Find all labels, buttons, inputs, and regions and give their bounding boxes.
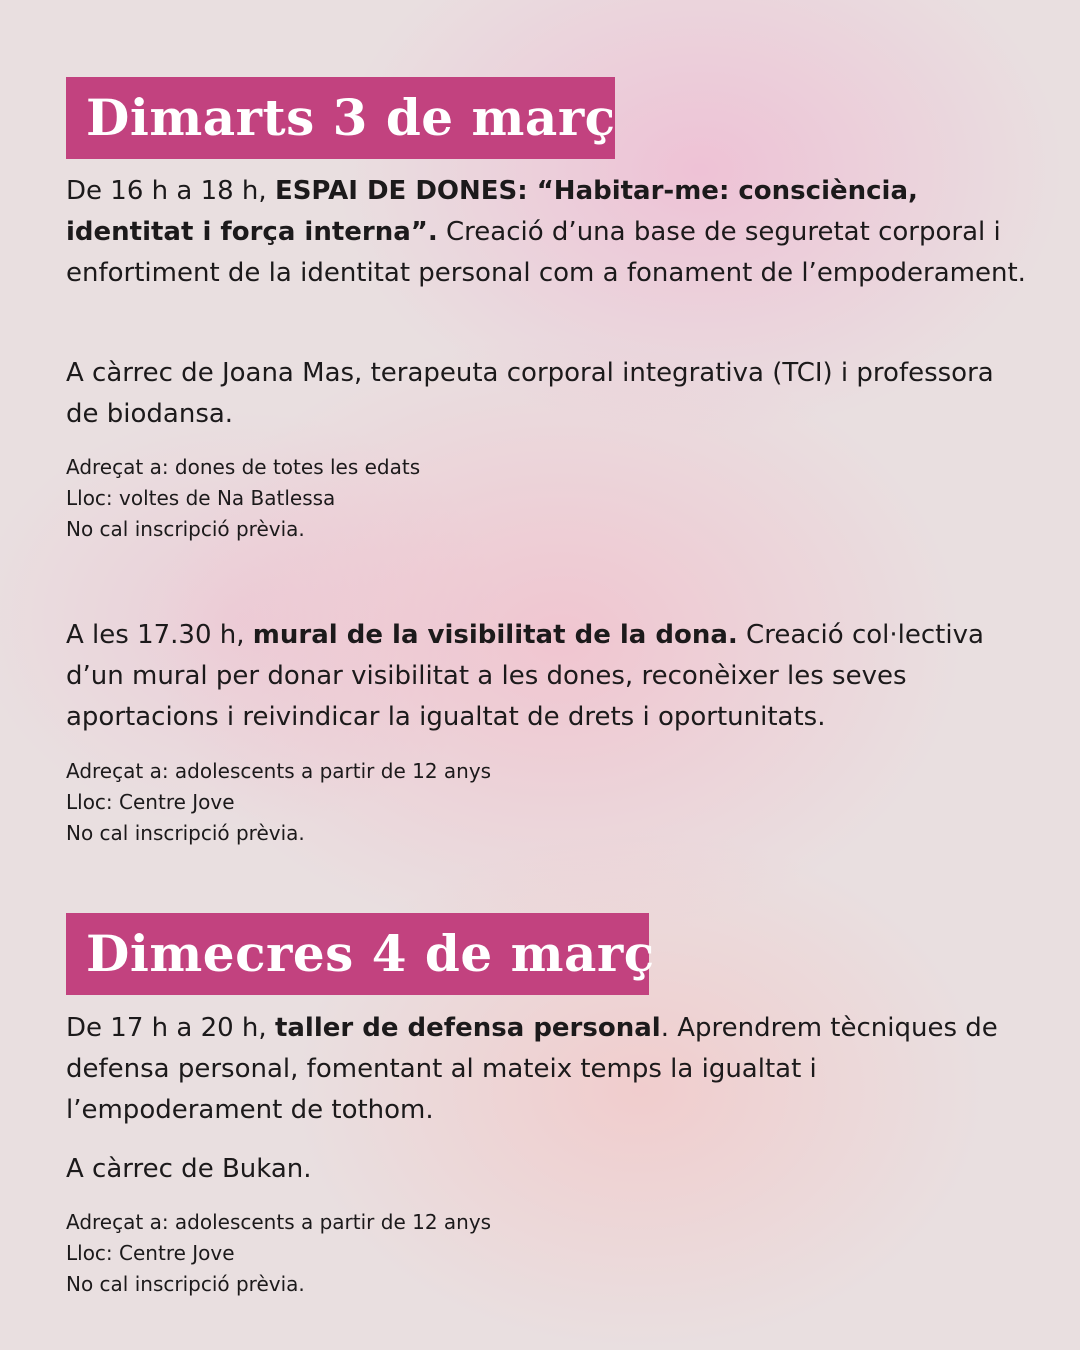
event-description bbox=[66, 1008, 1026, 1131]
event-place: Lloc: Centre Jove bbox=[66, 1241, 235, 1265]
event-summary: . Aprendrem tècniques de defensa personal, fomentant al mateix temps la igualtat i l’empoderament de tothom. bbox=[66, 1013, 998, 1125]
event-name: mural de la visibilitat de la dona. bbox=[252, 620, 738, 650]
event-summary: Creació col·lectiva d’un mural per donar visibilitat a les dones, reconèixer les seves aportacions i reivindicar la igualtat de drets i oportunitats. bbox=[66, 620, 984, 732]
event-registration: No cal inscripció prèvia. bbox=[66, 517, 305, 541]
event-place: Lloc: voltes de Na Batlessa bbox=[66, 486, 336, 510]
event-audience: Adreçat a: adolescents a partir de 12 anys bbox=[66, 1210, 492, 1234]
event-place: Lloc: Centre Jove bbox=[66, 790, 235, 814]
day-title: Dimarts 3 de març bbox=[86, 88, 616, 147]
event-registration: No cal inscripció prèvia. bbox=[66, 821, 305, 845]
day-title: Dimecres 4 de març bbox=[86, 924, 655, 983]
event-audience: Adreçat a: dones de totes les edats bbox=[66, 455, 421, 479]
event-name: taller de defensa personal bbox=[274, 1013, 661, 1043]
event-info bbox=[66, 756, 966, 849]
day-banner-dimecres bbox=[66, 913, 655, 995]
event-summary: Creació d’una base de seguretat corporal i enfortiment de la identitat personal com a fonament de l’empoderament. bbox=[66, 217, 1026, 288]
event-registration: No cal inscripció prèvia. bbox=[66, 1272, 305, 1296]
event-time: De 16 h a 18 h, bbox=[66, 176, 275, 206]
event-time: A les 17.30 h, bbox=[66, 620, 253, 650]
event-organizer: A càrrec de Joana Mas, terapeuta corporal integrativa (TCI) i professora de biodansa. bbox=[66, 358, 994, 429]
day-banner-dimarts bbox=[66, 77, 615, 159]
event-info bbox=[66, 452, 966, 545]
event-time: De 17 h a 20 h, bbox=[66, 1013, 275, 1043]
event-audience: Adreçat a: adolescents a partir de 12 anys bbox=[66, 759, 492, 783]
event-info bbox=[66, 1207, 966, 1300]
event-organizer: A càrrec de Bukan. bbox=[66, 1154, 312, 1184]
event-description bbox=[66, 615, 1026, 738]
event-description bbox=[66, 171, 1026, 294]
event-name: ESPAI DE DONES: “Habitar-me: consciència, identitat i força interna”. bbox=[66, 176, 918, 247]
